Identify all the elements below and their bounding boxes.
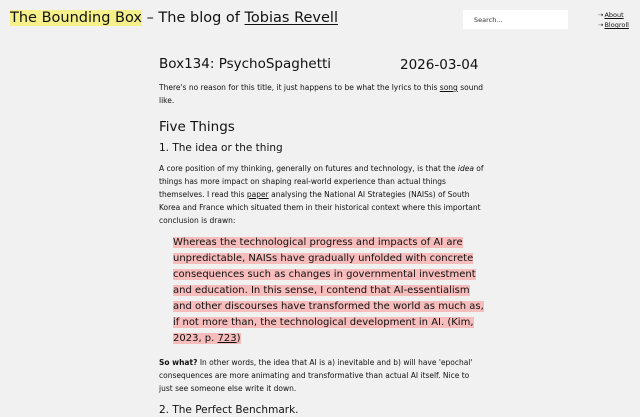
intro-text-before: There's no reason for this title, it just happens to be what the lyrics to this: [159, 83, 440, 92]
item-1-heading: 1. The idea or the thing: [159, 142, 283, 154]
item-1-text-b: of things has more impact on shaping real-world experience than actual things themselves. I read this: [159, 164, 484, 199]
quote-close: ): [236, 333, 241, 344]
page-ref-link[interactable]: 723: [217, 333, 237, 344]
post-title: Box134: PsychoSpaghetti: [159, 56, 332, 72]
nav-label-about: About: [604, 11, 624, 19]
quote-text: Whereas the technological progress and impacts of AI are unpredictable, NAISs have gradually unfolded with concrete consequences such as changes in governmental investment and education. In this sense, I contend that AI-essentialism and other discourses have transformed the world as much as, if not more than, the technological development in AI. (Kim, 2023, p.: [173, 237, 484, 344]
item-1-paragraph: [159, 162, 484, 227]
nav-link-about[interactable]: [598, 10, 629, 20]
item-1-text-c: analysing the National AI Strategies (NAISs) of South Korea and France which situated them in their historical context where this important conclusion is drawn:: [159, 190, 481, 225]
post-date: 2026-03-04: [400, 57, 479, 73]
arrow-right-icon: ⇢: [598, 21, 604, 29]
item-1-text-a: A core position of my thinking, generally on futures and technology, is that the: [159, 164, 458, 173]
top-nav: [598, 10, 629, 30]
so-what-text: In other words, the idea that AI is a) inevitable and b) will have 'epochal' consequences are more animating and transformative than actual AI itself. Nice to just see someone else write it down.: [159, 358, 473, 393]
site-title-separator: – The blog of: [141, 10, 245, 26]
intro-text-after: sound like.: [159, 83, 483, 105]
quote-highlight: [173, 237, 484, 344]
post-article: [159, 56, 484, 417]
paper-link[interactable]: paper: [246, 190, 269, 199]
nav-link-blogroll[interactable]: [598, 20, 629, 30]
author-link[interactable]: Tobias Revell: [244, 10, 338, 26]
song-link[interactable]: song: [439, 83, 458, 92]
post-header: [159, 56, 484, 76]
section-heading: Five Things: [159, 119, 235, 135]
site-title: [10, 9, 338, 27]
item-2-heading: 2. The Perfect Benchmark.: [159, 404, 299, 416]
so-what-label: So what?: [159, 358, 198, 367]
arrow-right-icon: ⇢: [598, 11, 604, 19]
search-input[interactable]: [463, 10, 568, 29]
nav-label-blogroll: Blogroll: [604, 21, 629, 29]
highlighted-quote: [159, 235, 484, 347]
idea-emphasis: idea: [457, 164, 474, 173]
site-brand-link[interactable]: The Bounding Box: [10, 10, 142, 26]
so-what-paragraph: [159, 356, 484, 395]
intro-paragraph: [159, 81, 484, 107]
